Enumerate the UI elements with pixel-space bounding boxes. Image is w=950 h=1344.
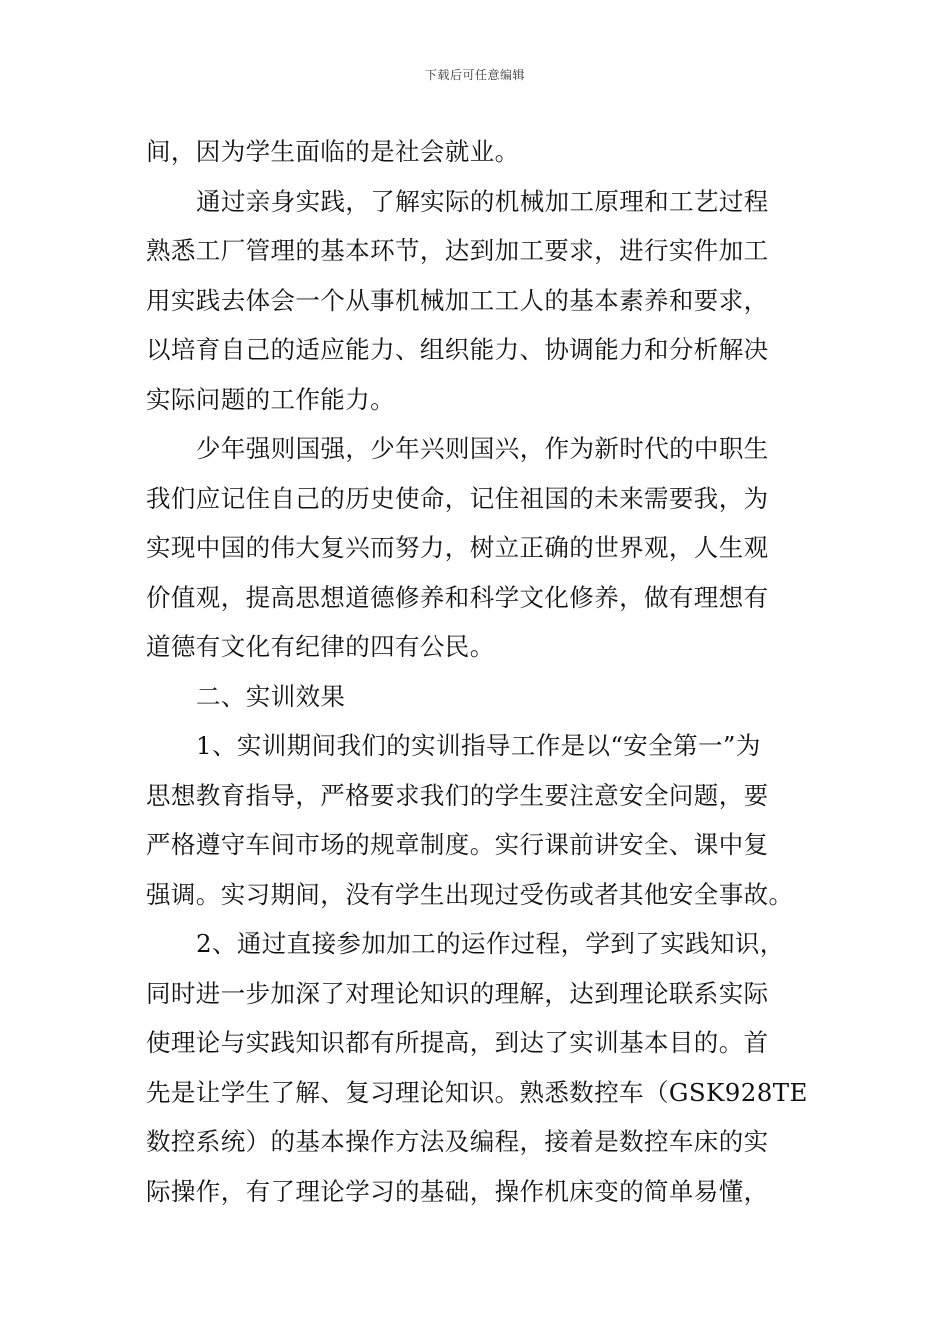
text-line: 数控系统）的基本操作方法及编程，接着是数控车床的实 bbox=[146, 1127, 769, 1156]
text-line: 强调。实习期间，没有学生出现过受伤或者其他安全事故。 bbox=[146, 879, 794, 909]
text-line: 1、实训期间我们的实训指导工作是以“安全第一”为 bbox=[196, 731, 761, 760]
text-line: 2、通过直接参加加工的运作过程，学到了实践知识， bbox=[196, 929, 785, 958]
text-line: 思想教育指导，严格要求我们的学生要注意安全问题，要 bbox=[146, 780, 769, 810]
text-line: 际操作，有了理论学习的基础，操作机床变的简单易懂， bbox=[146, 1176, 769, 1206]
text-line: 间，因为学生面临的是社会就业。 bbox=[146, 137, 520, 166]
text-line: 用实践去体会一个从事机械加工工人的基本素养和要求， bbox=[146, 285, 769, 315]
text-line: 同时进一步加深了对理论知识的理解，达到理论联系实际 bbox=[146, 978, 769, 1008]
text-line: 熟悉工厂管理的基本环节，达到加工要求，进行实件加工 bbox=[146, 236, 769, 265]
text-line: 先是让学生了解、复习理论知识。熟悉数控车（GSK928TE bbox=[146, 1077, 808, 1107]
body-text bbox=[146, 127, 806, 1216]
text-line: 严格遵守车间市场的规章制度。实行课前讲安全、课中复 bbox=[146, 830, 769, 859]
text-line: 以培育自己的适应能力、组织能力、协调能力和分析解决 bbox=[146, 335, 769, 364]
text-line: 少年强则国强，少年兴则国兴，作为新时代的中职生 bbox=[196, 434, 769, 463]
text-line: 通过亲身实践，了解实际的机械加工原理和工艺过程 bbox=[196, 186, 769, 216]
text-line: 我们应记住自己的历史使命，记住祖国的未来需要我，为 bbox=[146, 483, 769, 513]
text-line: 价值观，提高思想道德修养和科学文化修养，做有理想有 bbox=[146, 582, 769, 612]
text-line: 道德有文化有纪律的四有公民。 bbox=[146, 632, 495, 661]
text-line: 实现中国的伟大复兴而努力，树立正确的世界观，人生观 bbox=[146, 533, 769, 562]
section-heading: 二、实训效果 bbox=[196, 681, 346, 711]
text-line: 使理论与实践知识都有所提高，到达了实训基本目的。首 bbox=[146, 1028, 769, 1057]
page-header: 下载后可任意编辑 bbox=[424, 68, 525, 82]
text-line: 实际问题的工作能力。 bbox=[146, 384, 395, 414]
